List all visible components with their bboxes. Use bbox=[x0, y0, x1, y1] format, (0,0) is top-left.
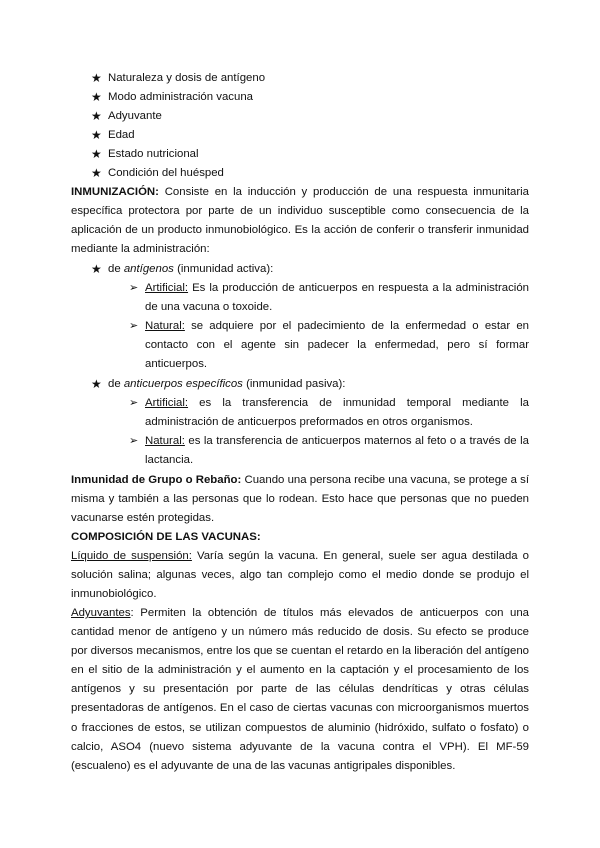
activa-artificial bbox=[145, 279, 529, 317]
activa-artificial-label: Artificial: bbox=[145, 282, 189, 294]
liquido-text: Varía según la vacuna. En general, suele ser agua destilada o solución salina; algunas veces, algo tan complejo como el medio donde se produjo el inmunobiológico. bbox=[71, 550, 529, 601]
star-bullet-icon: ★ bbox=[91, 377, 102, 391]
pasiva-item bbox=[108, 375, 345, 394]
activa-natural-text: se adquiere por el padecimiento de la enfermedad o estar en contacto con el agente sin padecer la enfermedad, pero sí formar anticuerpos. bbox=[145, 320, 529, 371]
factor-item: Adyuvante bbox=[108, 110, 162, 122]
star-bullet-icon: ★ bbox=[91, 128, 102, 142]
star-bullet-icon: ★ bbox=[91, 109, 102, 123]
arrow-bullet-icon: ➢ bbox=[129, 282, 139, 294]
inmunizacion-heading: INMUNIZACIÓN: bbox=[71, 186, 159, 198]
pasiva-natural-label: Natural: bbox=[145, 435, 185, 447]
activa-item bbox=[108, 260, 273, 279]
pasiva-artificial-text: es la transferencia de inmunidad temporal mediante la administración de anticuerpos preformados en otros organismos. bbox=[145, 397, 529, 429]
star-bullet-icon: ★ bbox=[91, 147, 102, 161]
adyuvantes-paragraph bbox=[71, 604, 529, 776]
pasiva-artificial bbox=[145, 394, 529, 432]
pasiva-suffix: (inmunidad pasiva): bbox=[246, 378, 346, 390]
star-bullet-icon: ★ bbox=[91, 166, 102, 180]
adyuvantes-text: : Permiten la obtención de títulos más elevados de anticuerpos con una cantidad menor de antígeno y un número más reducido de dosis. Su efecto se produce por diversos mecanismos, entre los que se cuentan el retardo en la liberación del antígeno en el sitio de la administración y el aumento en la captación y el procesamiento de los antígenos y su presentación por parte de las células dendríticas y otras células presentadoras de antígenos. En el caso de ciertas vacunas con microorganismos muertos o fracciones de estos, se utilizan compuestos de aluminio (hidróxido, sulfato o fosfato) o calcio, ASO4 (nuevo sistema adyuvante de la vacuna contra el VPH). El MF-59 (escualeno) es el adyuvante de una de las vacunas antigripales disponibles. bbox=[71, 607, 529, 772]
pasiva-natural bbox=[145, 432, 529, 470]
activa-suffix: (inmunidad activa): bbox=[177, 263, 274, 275]
rebano-paragraph bbox=[71, 471, 529, 528]
pasiva-natural-text: es la transferencia de anticuerpos maternos al feto o a través de la lactancia. bbox=[145, 435, 529, 467]
liquido-label: Líquido de suspensión: bbox=[71, 550, 192, 562]
activa-natural bbox=[145, 317, 529, 374]
factor-item: Modo administración vacuna bbox=[108, 91, 253, 103]
adyuvantes-label: Adyuvantes bbox=[71, 607, 131, 619]
rebano-text: Cuando una persona recibe una vacuna, se protege a sí misma y también a las personas que lo rodean. Esto hace que personas que no pueden vacunarse estén protegidas. bbox=[71, 474, 529, 525]
factor-item: Edad bbox=[108, 129, 135, 141]
pasiva-prefix: de bbox=[108, 378, 121, 390]
liquido-paragraph bbox=[71, 547, 529, 604]
activa-natural-label: Natural: bbox=[145, 320, 185, 332]
activa-term: antígenos bbox=[123, 263, 174, 275]
pasiva-artificial-label: Artificial: bbox=[145, 397, 189, 409]
factor-item: Naturaleza y dosis de antígeno bbox=[108, 72, 266, 84]
arrow-bullet-icon: ➢ bbox=[129, 435, 139, 447]
composicion-heading bbox=[71, 528, 261, 547]
inmunizacion-paragraph bbox=[71, 183, 529, 259]
arrow-bullet-icon: ➢ bbox=[129, 397, 139, 409]
activa-prefix: de bbox=[108, 263, 121, 275]
factor-item: Estado nutricional bbox=[108, 148, 199, 160]
pasiva-term: anticuerpos específicos bbox=[123, 378, 243, 390]
star-bullet-icon: ★ bbox=[91, 90, 102, 104]
composicion-heading-text: COMPOSICIÓN DE LAS VACUNAS: bbox=[71, 531, 261, 543]
factor-item: Condición del huésped bbox=[108, 167, 224, 179]
arrow-bullet-icon: ➢ bbox=[129, 320, 139, 332]
rebano-heading: Inmunidad de Grupo o Rebaño: bbox=[71, 474, 242, 486]
star-bullet-icon: ★ bbox=[91, 262, 102, 276]
inmunizacion-text: Consiste en la inducción y producción de una respuesta inmunitaria específica protectora por parte de un individuo susceptible como consecuencia de la aplicación de un producto inmunobiológico. Es la acción de conferir o transferir inmunidad mediante la administración: bbox=[71, 186, 529, 256]
activa-artificial-text: Es la producción de anticuerpos en respuesta a la administración de una vacuna o toxoide. bbox=[145, 282, 529, 314]
star-bullet-icon: ★ bbox=[91, 71, 102, 85]
